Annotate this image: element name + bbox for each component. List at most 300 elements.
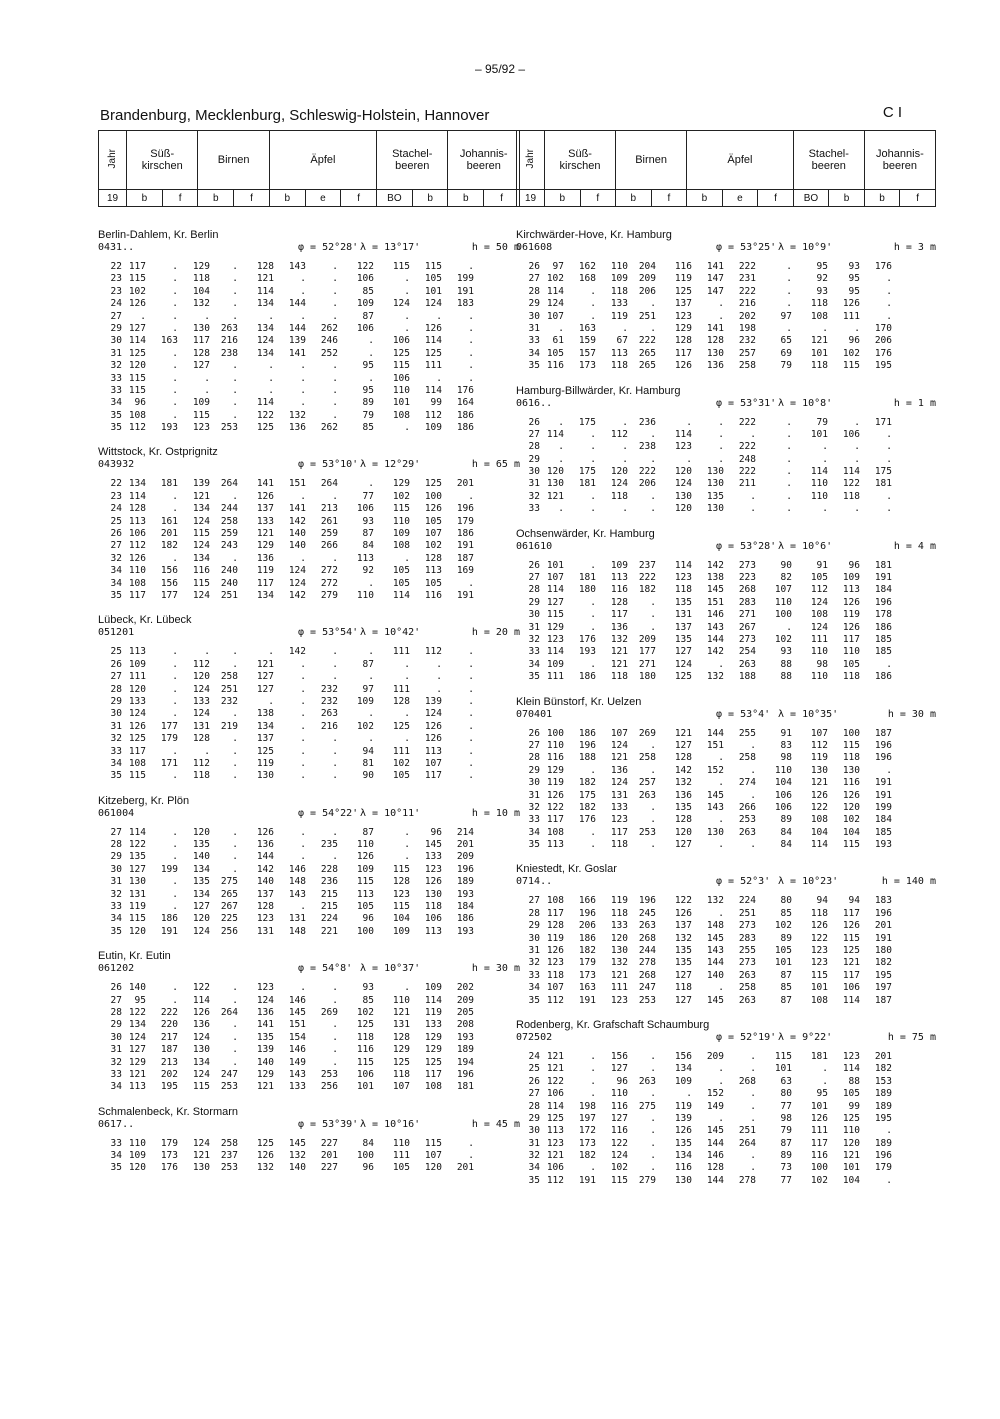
table-cell: 122 bbox=[256, 409, 274, 421]
table-cell: 27 bbox=[528, 572, 540, 584]
table-cell: 119 bbox=[546, 932, 564, 944]
table-cell: . bbox=[172, 372, 178, 384]
table-cell: 34 bbox=[528, 1162, 540, 1174]
table-cell: 127 bbox=[128, 1044, 146, 1056]
table-cell: 125 bbox=[424, 347, 442, 359]
table-cell: 105 bbox=[546, 347, 564, 359]
table-cell: 28 bbox=[528, 441, 540, 453]
table-cell: 191 bbox=[874, 777, 892, 789]
table-cell: 129 bbox=[424, 1031, 442, 1043]
table-cell: 111 bbox=[546, 671, 564, 683]
table-cell: . bbox=[558, 416, 564, 428]
table-cell: 258 bbox=[738, 360, 756, 372]
table-cell: 120 bbox=[610, 466, 628, 478]
table-cell: 142 bbox=[288, 646, 306, 658]
table-cell: 121 bbox=[128, 1068, 146, 1080]
table-cell: 123 bbox=[546, 957, 564, 969]
table-cell: 240 bbox=[220, 565, 238, 577]
table-cell: 193 bbox=[456, 1031, 474, 1043]
table-cell: 121 bbox=[810, 335, 828, 347]
table-cell: 135 bbox=[674, 633, 692, 645]
table-cell: 126 bbox=[810, 920, 828, 932]
table-cell: 126 bbox=[424, 322, 442, 334]
table-cell: 63 bbox=[780, 1075, 792, 1087]
table-cell: 100 bbox=[810, 1162, 828, 1174]
table-cell: 113 bbox=[128, 646, 146, 658]
table-cell: 121 bbox=[610, 969, 628, 981]
table-cell: 85 bbox=[362, 994, 374, 1006]
table-cell: 114 bbox=[842, 994, 860, 1006]
table-cell: 110 bbox=[810, 478, 828, 490]
table-cell: . bbox=[650, 801, 656, 813]
table-cell: . bbox=[886, 428, 892, 440]
table-cell: . bbox=[172, 360, 178, 372]
table-cell: 177 bbox=[160, 720, 178, 732]
table-cell: 268 bbox=[638, 932, 656, 944]
table-cell: 120 bbox=[610, 932, 628, 944]
table-cell: 117 bbox=[128, 745, 146, 757]
table-cell: 35 bbox=[528, 839, 540, 851]
table-row bbox=[516, 839, 936, 851]
table-cell: 120 bbox=[128, 683, 146, 695]
latitude: φ = 53°25' bbox=[716, 242, 777, 253]
table-cell: . bbox=[468, 335, 474, 347]
latitude: φ = 54°22' bbox=[298, 807, 359, 819]
table-row bbox=[98, 770, 520, 782]
table-cell: 232 bbox=[220, 695, 238, 707]
table-cell: . bbox=[650, 609, 656, 621]
table-cell: 128 bbox=[674, 814, 692, 826]
table-row bbox=[516, 429, 936, 441]
table-cell: 134 bbox=[192, 1056, 210, 1068]
table-cell: 211 bbox=[738, 478, 756, 490]
table-row bbox=[516, 298, 936, 310]
table-cell: 113 bbox=[610, 347, 628, 359]
table-row bbox=[516, 908, 936, 920]
table-cell: 227 bbox=[320, 1137, 338, 1149]
table-cell: 115 bbox=[842, 360, 860, 372]
table-cell: 80 bbox=[780, 895, 792, 907]
table-cell: 122 bbox=[192, 982, 210, 994]
table-cell: . bbox=[886, 298, 892, 310]
table-cell: 33 bbox=[110, 1137, 122, 1149]
table-cell: 168 bbox=[578, 273, 596, 285]
table-row bbox=[516, 348, 936, 360]
elevation: h = 140 m bbox=[881, 876, 936, 888]
table-cell: 263 bbox=[738, 826, 756, 838]
table-cell: 84 bbox=[780, 826, 792, 838]
table-row bbox=[516, 827, 936, 839]
table-cell: . bbox=[232, 261, 238, 272]
table-cell: 131 bbox=[610, 789, 628, 801]
table-cell: 110 bbox=[610, 1088, 628, 1100]
table-cell: 265 bbox=[638, 347, 656, 359]
table-cell: 137 bbox=[674, 298, 692, 310]
table-cell: . bbox=[786, 298, 792, 310]
table-row bbox=[516, 417, 936, 429]
table-cell: . bbox=[232, 658, 238, 670]
table-cell: . bbox=[172, 310, 178, 322]
table-cell: 189 bbox=[874, 1137, 892, 1149]
data-rows bbox=[516, 728, 936, 852]
table-cell: 136 bbox=[610, 621, 628, 633]
table-cell: 105 bbox=[842, 1088, 860, 1100]
table-cell: 111 bbox=[610, 982, 628, 994]
table-row bbox=[98, 1032, 520, 1044]
table-cell: 109 bbox=[424, 982, 442, 994]
station-coordinates bbox=[516, 540, 936, 553]
table-cell: 95 bbox=[816, 261, 828, 272]
table-cell: 176 bbox=[456, 384, 474, 396]
table-cell: 115 bbox=[192, 577, 210, 589]
table-cell: . bbox=[172, 490, 178, 502]
table-cell: . bbox=[172, 982, 178, 994]
table-cell: 98 bbox=[780, 752, 792, 764]
table-cell: 123 bbox=[610, 814, 628, 826]
table-cell: 126 bbox=[128, 552, 146, 564]
table-row bbox=[98, 1057, 520, 1069]
table-cell: 111 bbox=[392, 745, 410, 757]
table-cell: . bbox=[750, 1150, 756, 1162]
table-cell: . bbox=[650, 621, 656, 633]
table-cell: 35 bbox=[110, 1162, 122, 1174]
table-cell: 122 bbox=[128, 1006, 146, 1018]
table-cell: 124 bbox=[392, 298, 410, 310]
table-cell: 102 bbox=[810, 1174, 828, 1186]
table-cell: 124 bbox=[128, 1031, 146, 1043]
table-cell: . bbox=[590, 1162, 596, 1174]
elevation: h = 65 m bbox=[471, 459, 520, 471]
table-cell: 115 bbox=[128, 273, 146, 285]
table-cell: . bbox=[436, 310, 442, 322]
table-cell: 132 bbox=[288, 409, 306, 421]
table-cell: 175 bbox=[578, 416, 596, 428]
station-coordinates bbox=[516, 241, 936, 254]
table-row bbox=[516, 1063, 936, 1075]
table-cell: . bbox=[650, 1050, 656, 1062]
table-cell: 121 bbox=[610, 658, 628, 670]
table-cell: 85 bbox=[362, 285, 374, 297]
table-cell: 35 bbox=[528, 1174, 540, 1186]
table-cell: 181 bbox=[810, 1050, 828, 1062]
table-cell: 139 bbox=[192, 478, 210, 490]
table-cell: 32 bbox=[110, 1056, 122, 1068]
table-cell: 28 bbox=[528, 1100, 540, 1112]
table-cell: 193 bbox=[160, 422, 178, 434]
table-cell: 130 bbox=[674, 1174, 692, 1186]
table-row bbox=[516, 491, 936, 503]
table-cell: 115 bbox=[128, 384, 146, 396]
table-cell: 118 bbox=[424, 901, 442, 913]
table-cell: 29 bbox=[110, 322, 122, 334]
table-cell: 124 bbox=[192, 515, 210, 527]
table-cell: . bbox=[172, 671, 178, 683]
table-cell: . bbox=[468, 708, 474, 720]
table-cell: 106 bbox=[546, 1162, 564, 1174]
table-row bbox=[516, 323, 936, 335]
table-row bbox=[516, 454, 936, 466]
table-cell: 115 bbox=[128, 913, 146, 925]
table-cell: 29 bbox=[528, 920, 540, 932]
table-cell: 255 bbox=[738, 727, 756, 739]
table-cell: 172 bbox=[578, 1125, 596, 1137]
table-cell: 125 bbox=[256, 1137, 274, 1149]
table-cell: 195 bbox=[160, 1081, 178, 1093]
table-cell: 139 bbox=[288, 335, 306, 347]
station-code: 072502 bbox=[516, 1031, 553, 1043]
table-cell: 143 bbox=[288, 888, 306, 900]
table-cell: 128 bbox=[424, 552, 442, 564]
table-cell: 116 bbox=[546, 752, 564, 764]
table-cell: 34 bbox=[110, 1081, 122, 1093]
table-cell: 132 bbox=[610, 957, 628, 969]
table-cell: . bbox=[590, 428, 596, 440]
table-cell: 115 bbox=[356, 876, 374, 888]
table-cell: 61 bbox=[552, 335, 564, 347]
table-cell: 29 bbox=[528, 453, 540, 465]
table-cell: 271 bbox=[638, 658, 656, 670]
table-cell: 263 bbox=[638, 1075, 656, 1087]
table-cell: . bbox=[436, 372, 442, 384]
table-cell: . bbox=[300, 720, 306, 732]
table-cell: 124 bbox=[610, 478, 628, 490]
table-cell: 122 bbox=[546, 801, 564, 813]
table-cell: 134 bbox=[128, 478, 146, 490]
table-row bbox=[98, 926, 520, 938]
table-cell: 283 bbox=[738, 596, 756, 608]
table-cell: 29 bbox=[110, 695, 122, 707]
table-cell: 122 bbox=[810, 932, 828, 944]
table-cell: . bbox=[300, 372, 306, 384]
table-cell: . bbox=[622, 416, 628, 428]
table-cell: 29 bbox=[528, 596, 540, 608]
table-cell: 105 bbox=[774, 945, 792, 957]
table-cell: 124 bbox=[192, 1137, 210, 1149]
table-cell: . bbox=[468, 372, 474, 384]
table-cell: . bbox=[300, 683, 306, 695]
table-cell: 31 bbox=[528, 945, 540, 957]
table-cell: 182 bbox=[160, 540, 178, 552]
table-cell: 246 bbox=[320, 335, 338, 347]
station-name: Berlin-Dahlem, Kr. Berlin bbox=[98, 229, 219, 241]
table-cell: 33 bbox=[528, 503, 540, 515]
table-cell: . bbox=[622, 453, 628, 465]
table-cell: 124 bbox=[810, 621, 828, 633]
data-rows bbox=[516, 895, 936, 1007]
table-cell: 28 bbox=[528, 752, 540, 764]
table-cell: 130 bbox=[192, 1162, 210, 1174]
table-cell: . bbox=[718, 298, 724, 310]
table-cell: 124 bbox=[192, 683, 210, 695]
table-cell: 107 bbox=[546, 572, 564, 584]
table-cell: 113 bbox=[546, 1125, 564, 1137]
table-cell: 119 bbox=[674, 1100, 692, 1112]
table-cell: 26 bbox=[110, 658, 122, 670]
table-cell: 116 bbox=[192, 565, 210, 577]
table-cell: . bbox=[172, 552, 178, 564]
table-cell: 69 bbox=[780, 347, 792, 359]
table-cell: 278 bbox=[638, 957, 656, 969]
table-cell: 112 bbox=[810, 739, 828, 751]
table-cell: 151 bbox=[706, 739, 724, 751]
table-row bbox=[516, 634, 936, 646]
table-cell: . bbox=[786, 416, 792, 428]
table-cell: 244 bbox=[220, 503, 238, 515]
table-cell: 127 bbox=[674, 646, 692, 658]
table-cell: 133 bbox=[288, 1081, 306, 1093]
table-cell: 183 bbox=[456, 298, 474, 310]
table-cell: 118 bbox=[674, 982, 692, 994]
station-code: 0616.. bbox=[516, 397, 553, 409]
table-cell: 101 bbox=[810, 982, 828, 994]
table-cell: 35 bbox=[528, 671, 540, 683]
table-cell: . bbox=[232, 646, 238, 658]
table-cell: . bbox=[300, 490, 306, 502]
table-cell: 130 bbox=[706, 466, 724, 478]
table-cell: 129 bbox=[256, 540, 274, 552]
table-cell: 102 bbox=[392, 757, 410, 769]
table-cell: 32 bbox=[528, 1150, 540, 1162]
table-cell: 120 bbox=[424, 1162, 442, 1174]
table-cell: 84 bbox=[362, 1137, 374, 1149]
table-cell: 27 bbox=[528, 1088, 540, 1100]
station-coordinates bbox=[98, 626, 520, 639]
table-cell: . bbox=[140, 310, 146, 322]
table-cell: 135 bbox=[674, 801, 692, 813]
table-cell: . bbox=[404, 671, 410, 683]
table-cell: 198 bbox=[578, 1100, 596, 1112]
table-cell: 126 bbox=[128, 298, 146, 310]
table-cell: 79 bbox=[816, 416, 828, 428]
table-cell: 114 bbox=[546, 285, 564, 297]
table-cell: 251 bbox=[738, 1125, 756, 1137]
table-cell: 238 bbox=[220, 347, 238, 359]
table-row bbox=[98, 553, 520, 565]
table-cell: . bbox=[332, 310, 338, 322]
table-cell: . bbox=[650, 739, 656, 751]
table-cell: 110 bbox=[810, 646, 828, 658]
table-cell: 118 bbox=[842, 490, 860, 502]
table-row bbox=[98, 684, 520, 696]
table-cell: . bbox=[886, 1125, 892, 1137]
birnen-header: Birnen bbox=[616, 131, 687, 190]
table-cell: . bbox=[232, 372, 238, 384]
table-cell: 126 bbox=[842, 298, 860, 310]
table-cell: 111 bbox=[392, 1150, 410, 1162]
table-cell: 126 bbox=[810, 789, 828, 801]
table-cell: 173 bbox=[578, 1137, 596, 1149]
table-cell: . bbox=[332, 397, 338, 409]
table-row bbox=[516, 1051, 936, 1063]
table-cell: 33 bbox=[528, 969, 540, 981]
table-cell: 31 bbox=[528, 1137, 540, 1149]
table-row bbox=[516, 895, 936, 907]
table-row bbox=[516, 765, 936, 777]
table-cell: 170 bbox=[874, 322, 892, 334]
table-cell: 199 bbox=[874, 801, 892, 813]
table-cell: 107 bbox=[424, 1150, 442, 1162]
table-cell: 186 bbox=[874, 621, 892, 633]
table-cell: 110 bbox=[842, 646, 860, 658]
table-cell: 77 bbox=[362, 490, 374, 502]
table-cell: 180 bbox=[638, 671, 656, 683]
table-cell: 179 bbox=[456, 515, 474, 527]
table-row bbox=[98, 298, 520, 310]
latitude: φ = 53°4' bbox=[716, 708, 771, 720]
data-rows bbox=[98, 261, 520, 434]
latitude: φ = 53°28' bbox=[716, 540, 777, 552]
table-cell: 273 bbox=[738, 920, 756, 932]
table-cell: 140 bbox=[288, 528, 306, 540]
table-cell: 119 bbox=[256, 757, 274, 769]
table-cell: . bbox=[232, 733, 238, 745]
table-cell: . bbox=[650, 839, 656, 851]
table-cell: . bbox=[172, 384, 178, 396]
table-cell: 125 bbox=[424, 478, 442, 490]
table-cell: . bbox=[172, 298, 178, 310]
table-cell: 144 bbox=[706, 633, 724, 645]
table-cell: . bbox=[650, 814, 656, 826]
table-cell: 89 bbox=[780, 932, 792, 944]
longitude: λ = 12°29' bbox=[360, 459, 421, 471]
table-cell: 118 bbox=[810, 360, 828, 372]
stachelbeeren-header: Stachel- beeren bbox=[377, 131, 448, 190]
table-cell: . bbox=[854, 441, 860, 453]
table-cell: 29 bbox=[528, 764, 540, 776]
table-cell: . bbox=[468, 683, 474, 695]
table-cell: 124 bbox=[192, 589, 210, 601]
table-cell: 131 bbox=[192, 720, 210, 732]
table-cell: 119 bbox=[610, 895, 628, 907]
table-cell: 232 bbox=[320, 683, 338, 695]
table-cell: 109 bbox=[356, 863, 374, 875]
table-cell: 98 bbox=[816, 658, 828, 670]
table-cell: 186 bbox=[456, 422, 474, 434]
table-cell: 251 bbox=[220, 683, 238, 695]
table-cell: . bbox=[718, 777, 724, 789]
table-cell: 123 bbox=[424, 863, 442, 875]
table-cell: 214 bbox=[456, 826, 474, 838]
table-cell: 34 bbox=[528, 658, 540, 670]
table-cell: 111 bbox=[842, 310, 860, 322]
table-cell: 151 bbox=[288, 478, 306, 490]
table-row bbox=[516, 584, 936, 596]
table-cell: . bbox=[300, 757, 306, 769]
table-cell: 113 bbox=[128, 1081, 146, 1093]
table-cell: 126 bbox=[546, 789, 564, 801]
table-cell: 140 bbox=[256, 1056, 274, 1068]
table-cell: 209 bbox=[456, 994, 474, 1006]
table-cell: 222 bbox=[738, 466, 756, 478]
latitude: φ = 52°3' bbox=[716, 876, 771, 888]
table-row bbox=[516, 273, 936, 285]
table-row bbox=[98, 1044, 520, 1056]
table-row bbox=[516, 1088, 936, 1100]
table-cell: 112 bbox=[424, 409, 442, 421]
table-cell: 144 bbox=[706, 727, 724, 739]
table-row bbox=[516, 671, 936, 683]
table-cell: 202 bbox=[160, 1068, 178, 1080]
table-cell: 113 bbox=[424, 925, 442, 937]
table-cell: 121 bbox=[256, 658, 274, 670]
table-cell: 119 bbox=[546, 777, 564, 789]
table-cell: . bbox=[232, 982, 238, 994]
table-cell: . bbox=[622, 322, 628, 334]
table-cell: 273 bbox=[738, 559, 756, 571]
table-cell: . bbox=[332, 1056, 338, 1068]
table-cell: . bbox=[300, 733, 306, 745]
table-cell: 235 bbox=[320, 839, 338, 851]
